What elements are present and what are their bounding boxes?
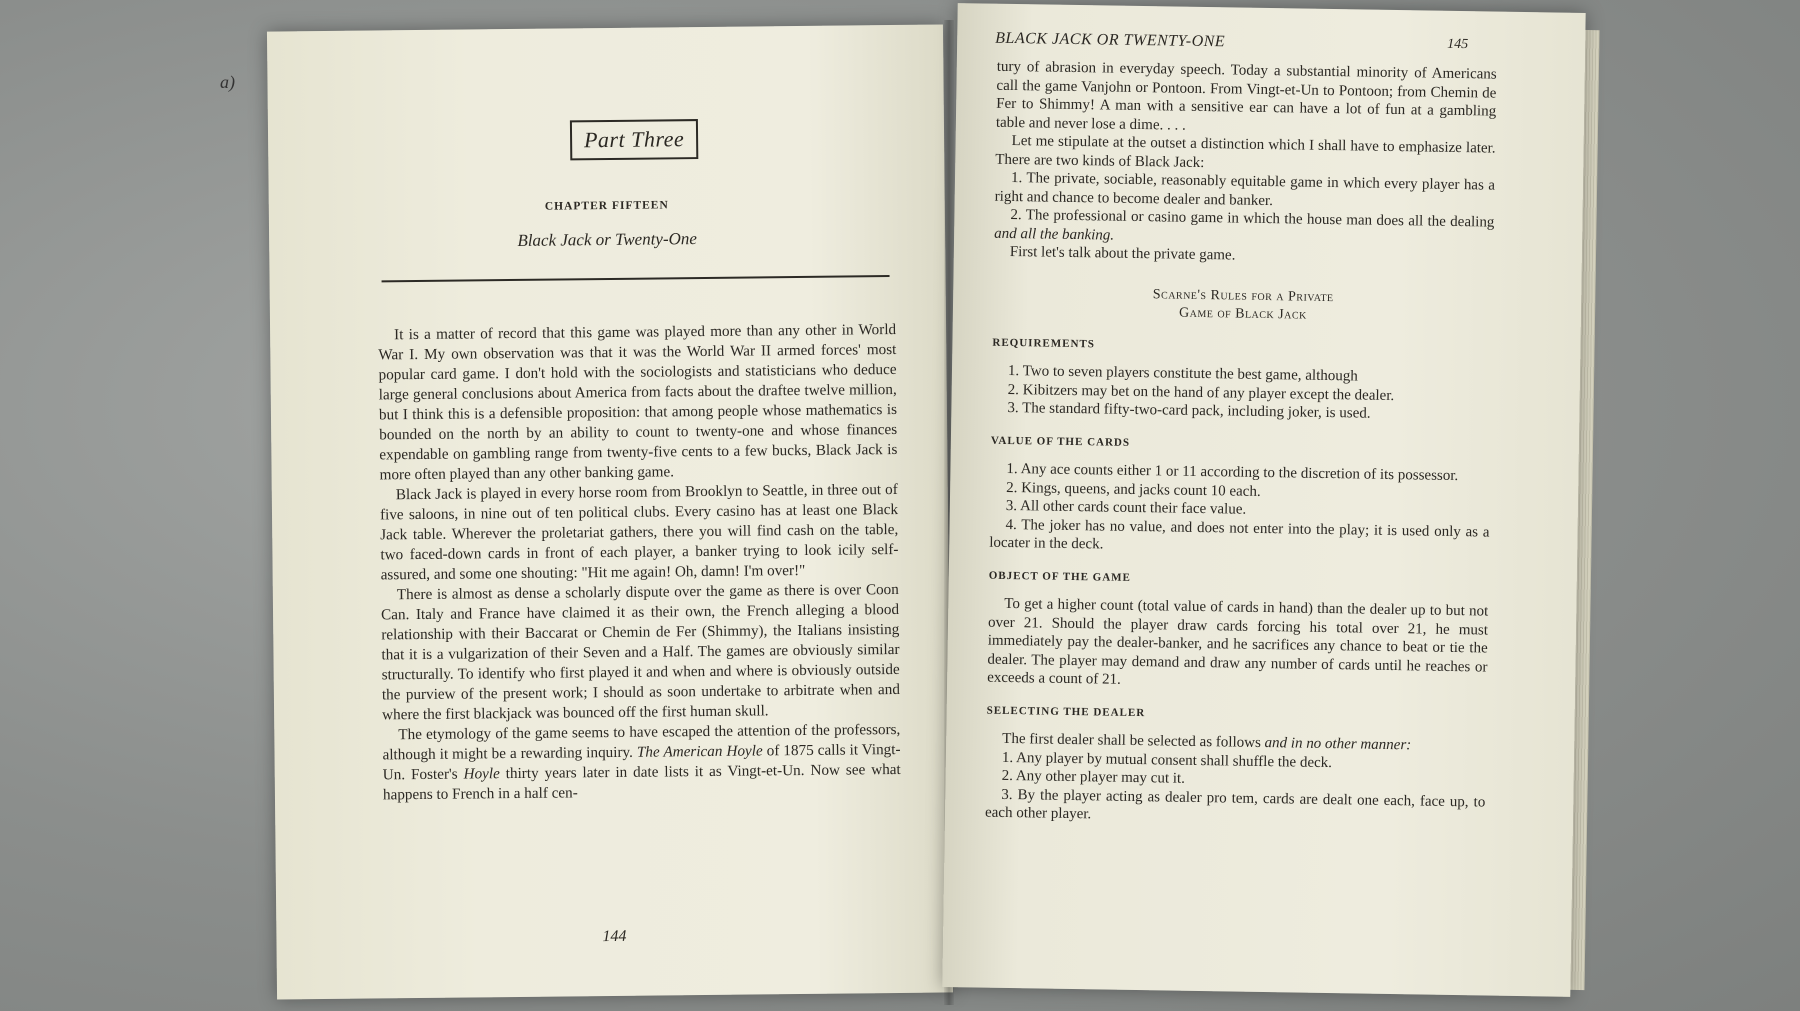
page-number: 145 bbox=[1447, 36, 1469, 53]
list-item: 3. All other cards count their face value. bbox=[1005, 497, 1247, 518]
paragraph: First let's talk about the private game. bbox=[1009, 243, 1236, 264]
chapter-title: Black Jack or Twenty-One bbox=[517, 229, 698, 250]
list-item: 1. Two to seven players constitute the best game, although bbox=[1007, 362, 1358, 385]
pen-mark-icon: a) bbox=[220, 72, 235, 92]
selecting-heading: SELECTING THE DEALER bbox=[986, 704, 1146, 719]
text-run: of 1875 calls it Vingt-Un. Foster's bbox=[382, 740, 901, 784]
chapter-label: CHAPTER FIFTEEN bbox=[544, 199, 669, 213]
paragraph: To get a higher count (total value of cards in hand) than the dealer up to but not over 21. Should the player draw cards forcing his total over 21, he must immediately pay the dealer-banker, and he sacrifices any chance to beat or tie the dealer. The player may demand and draw any number of cards until he reaches or exceeds a count of 21. bbox=[987, 595, 1489, 688]
text-run: 2. The professional or casino game in which the house man does all the dealing bbox=[1010, 206, 1495, 231]
right-body-text bbox=[985, 58, 1497, 830]
paragraph: Black Jack is played in every horse room from Brooklyn to Seattle, in three out of five saloons, in nine out of ten political clubs. Every casino has at least one Black Jack table. Wherever the proletariat gathers, there you will find cash on the table, two faced-down cards in front of each player, a banker trying to look icily self-assured, and some one shouting: "Hit me again! Oh, damn! I'm over!" bbox=[379, 480, 899, 584]
part-label: Part Three bbox=[570, 119, 698, 160]
section-title-line: Scarne's Rules for a Private bbox=[1152, 286, 1334, 305]
italic-run: The American Hoyle bbox=[636, 742, 763, 761]
page-number: 144 bbox=[602, 927, 627, 946]
italic-run: and in no other manner: bbox=[1264, 735, 1412, 754]
list-item: 3. The standard fifty-two-card pack, including joker, is used. bbox=[1007, 399, 1371, 422]
paragraph: tury of abrasion in everyday speech. Today a substantial minority of Americans call the game Vanjohn or Pontoon. From Vingt-et-Un to Pontoon; from Chemin de Fer to Shimmy! A man with a sensitive ear can have a lot of fun at a gambling table and never lose a dime. . . . bbox=[995, 58, 1497, 134]
object-heading: OBJECT OF THE GAME bbox=[988, 569, 1132, 584]
paragraph: 1. The private, sociable, reasonably equitable game in which every player has a right and chance to become dealer and banker. bbox=[994, 169, 1496, 209]
text-run: The etymology of the game seems to have escaped the attention of the professors, although it might be a rewarding inquiry. bbox=[382, 720, 901, 764]
section-title-line: Game of Black Jack bbox=[1178, 305, 1307, 323]
list-item: 2. Any other player may cut it. bbox=[1001, 767, 1186, 787]
list-item: 2. Kibitzers may bet on the hand of any player except the dealer. bbox=[1007, 381, 1395, 404]
list-item: 1. Any player by mutual consent shall shuffle the deck. bbox=[1001, 749, 1333, 771]
chapter-rule bbox=[382, 275, 890, 282]
paragraph-etymology bbox=[382, 720, 901, 805]
right-page bbox=[942, 3, 1585, 997]
running-head: BLACK JACK OR TWENTY-ONE bbox=[995, 29, 1226, 51]
list-item: 3. By the player acting as dealer pro tem, cards are dealt one each, face up, to each other player. bbox=[984, 786, 1486, 823]
text-run: thirty years later in date lists it as Vingt-et-Un. Now see what happens to French in a half cen- bbox=[382, 760, 901, 804]
requirements-heading: REQUIREMENTS bbox=[992, 336, 1095, 350]
value-heading: VALUE OF THE CARDS bbox=[990, 434, 1131, 449]
paragraph: It is a matter of record that this game was played more than any other in World War I. My own observation was that it was the World War II armed forces' most popular card game. I don't hold with the sociologists and statisticians who deduce large general conclusions about America from facts about the draftee twelve million, but I think this is a defensible proposition: that among people whose mathematics is bounded on the north by an ability to count to twenty-one and whose finances expendable on gambling range from twenty-five cents to a few bucks, Black Jack is more often played than any other banking game. bbox=[378, 320, 898, 484]
italic-run: Hoyle bbox=[463, 765, 500, 783]
list-item: 1. Any ace counts either 1 or 11 according to the discretion of its possessor. bbox=[1006, 460, 1459, 485]
list-item: 2. Kings, queens, and jacks count 10 each. bbox=[1006, 479, 1261, 500]
paragraph: Let me stipulate at the outset a distinction which I shall have to emphasize later. There are two kinds of Black Jack: bbox=[995, 132, 1496, 171]
section-title bbox=[993, 283, 1494, 327]
paragraph: There is almost as dense a scholarly dispute over the game as there is over Coon Can. Italy and France have claimed it as their own, the French alleging a blood relationship with their Baccarat or Chemin de Fer (Shimmy), the Italians insisting that it is a vulgarization of their Seven and a Half. The games are obviously similar structurally. To identify who first played it and when and where is obviously outside the purview of the present work; I should as soon undertake to arbitrate when and where the first blackjack was bounced off the first human skull. bbox=[380, 580, 900, 724]
italic-run: and all the banking. bbox=[994, 225, 1115, 244]
list-item: 4. The joker has no value, and does not enter into the play; it is used only as a locater in the deck. bbox=[989, 516, 1490, 553]
left-body-text bbox=[378, 320, 901, 805]
text-run: The first dealer shall be selected as follows bbox=[1002, 730, 1265, 752]
left-page bbox=[267, 24, 953, 999]
